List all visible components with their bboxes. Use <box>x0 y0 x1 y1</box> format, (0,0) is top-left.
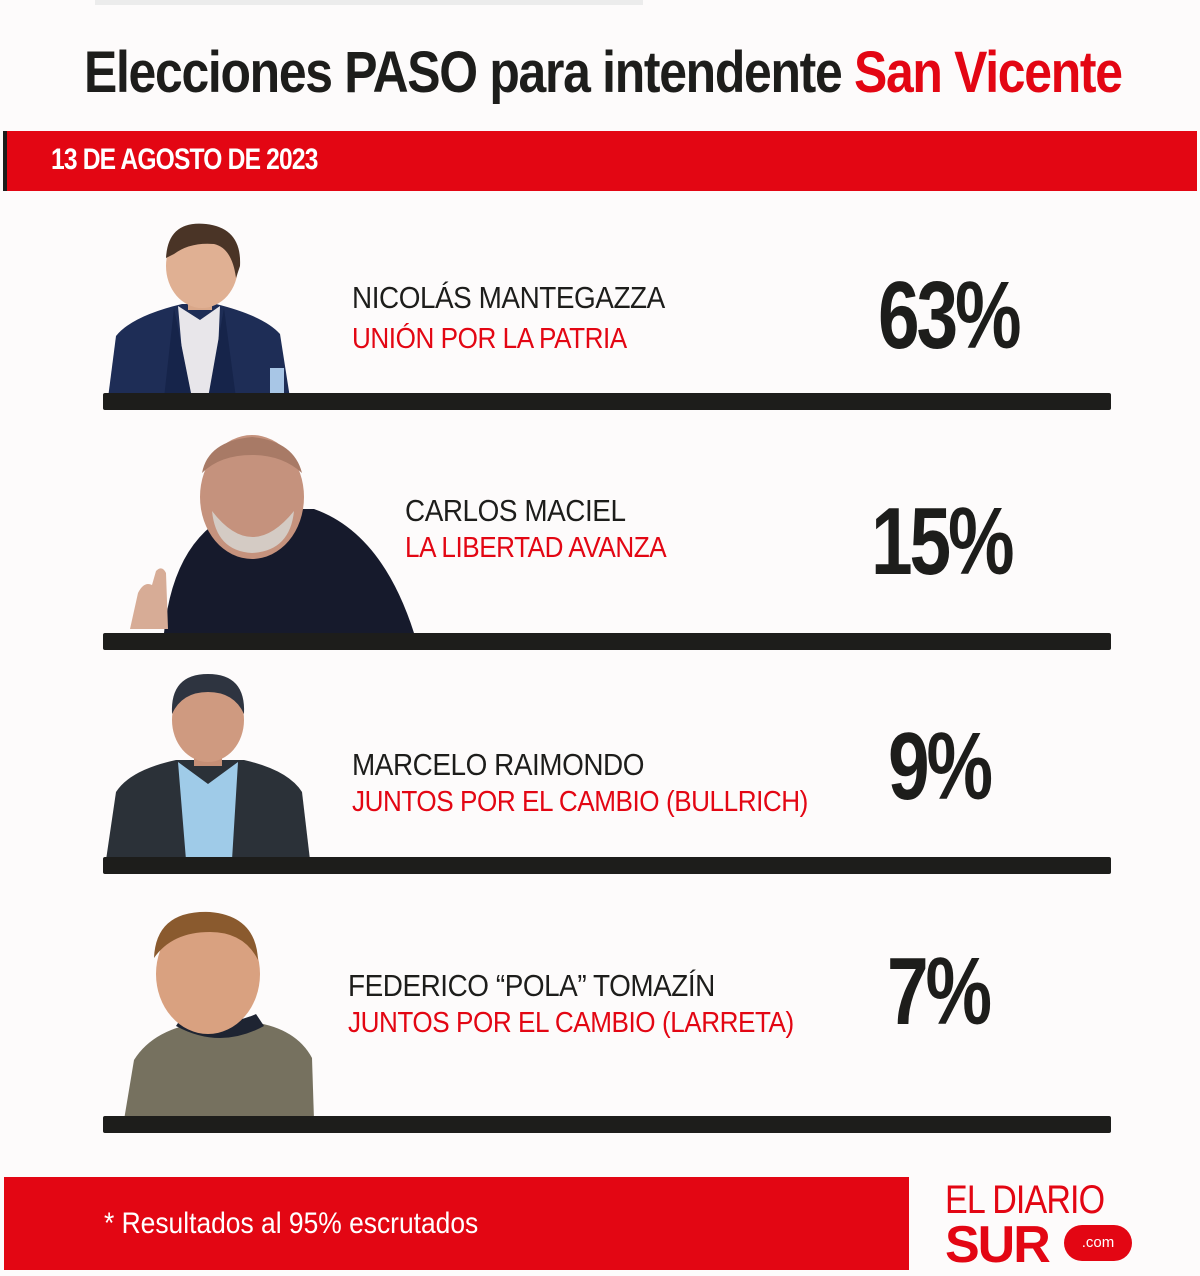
footer-banner <box>4 1177 909 1270</box>
top-divider <box>95 0 643 5</box>
row-divider <box>103 633 1111 650</box>
candidate-party: JUNTOS POR EL CAMBIO (BULLRICH) <box>352 786 808 818</box>
candidate-percent: 15% <box>871 488 1012 595</box>
election-date: 13 DE AGOSTO DE 2023 <box>51 143 318 176</box>
row-divider <box>103 1116 1111 1133</box>
candidate-party: LA LIBERTAD AVANZA <box>405 532 667 564</box>
logo-text-top: EL DIARIO <box>945 1178 1105 1222</box>
row-divider <box>103 857 1111 874</box>
candidate-percent: 9% <box>888 713 990 820</box>
brand-logo[interactable] <box>942 1175 1142 1274</box>
date-banner <box>3 131 1197 191</box>
results-footnote: * Resultados al 95% escrutados <box>104 1207 479 1240</box>
logo-com-badge: .com <box>1064 1225 1132 1261</box>
title-main: Elecciones PASO para intendente <box>84 40 854 105</box>
candidate-party: UNIÓN POR LA PATRIA <box>352 323 627 355</box>
candidate-name: NICOLÁS MANTEGAZZA <box>352 280 665 315</box>
candidate-photo-tomazin <box>124 910 314 1120</box>
candidate-name: CARLOS MACIEL <box>405 493 626 528</box>
logo-text-bottom: SUR <box>945 1216 1049 1274</box>
page-title <box>84 38 1122 108</box>
candidate-party: JUNTOS POR EL CAMBIO (LARRETA) <box>348 1007 794 1039</box>
title-accent: San Vicente <box>853 40 1122 105</box>
candidate-photo-raimondo <box>106 672 310 860</box>
candidate-name: FEDERICO “POLA” TOMAZÍN <box>348 968 715 1003</box>
candidate-name: MARCELO RAIMONDO <box>352 747 644 782</box>
candidate-photo-mantegazza <box>104 218 294 398</box>
candidate-percent: 7% <box>887 938 989 1045</box>
row-divider <box>103 393 1111 410</box>
candidate-percent: 63% <box>878 262 1019 369</box>
candidate-photo-maciel <box>122 433 417 633</box>
